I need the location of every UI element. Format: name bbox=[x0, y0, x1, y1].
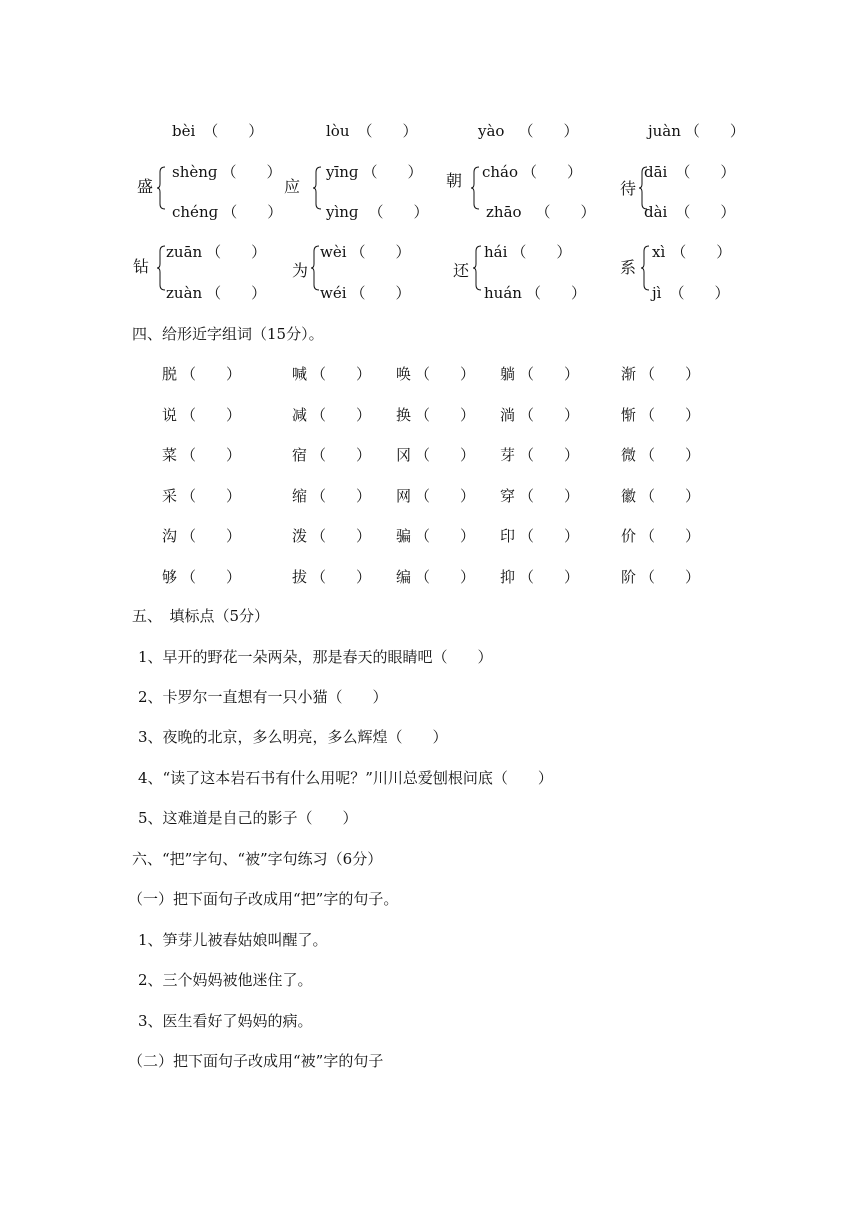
polyphone-top: hái （ ） bbox=[484, 243, 572, 261]
answer-blank[interactable]: （ ） bbox=[181, 570, 242, 586]
polyphone-bottom: jì （ ） bbox=[652, 284, 730, 302]
answer-blank[interactable]: （ ） bbox=[640, 489, 701, 505]
pinyin-label: juàn bbox=[648, 122, 681, 140]
word-cell bbox=[292, 446, 371, 465]
answer-blank[interactable]: （ ） bbox=[415, 448, 476, 464]
polyphone-char: 朝 bbox=[446, 171, 463, 190]
answer-blank[interactable]: （ ） bbox=[519, 408, 580, 424]
word-cell bbox=[396, 568, 475, 587]
answer-blank[interactable]: （ ） bbox=[675, 165, 736, 181]
word-cell bbox=[396, 446, 475, 465]
answer-blank[interactable]: （ ） bbox=[640, 570, 701, 586]
answer-blank[interactable]: （ ） bbox=[415, 489, 476, 505]
answer-blank[interactable]: （ ） bbox=[519, 529, 580, 545]
answer-blank[interactable]: （ ） bbox=[311, 529, 372, 545]
brace-icon bbox=[156, 245, 164, 291]
answer-blank[interactable]: （ ） bbox=[181, 408, 242, 424]
answer-blank[interactable]: （ ） bbox=[368, 205, 429, 221]
section-5-title: 五、 填标点（5分） bbox=[132, 607, 270, 625]
char-label: 冈 bbox=[396, 446, 412, 464]
word-cell bbox=[500, 487, 579, 506]
answer-blank[interactable]: （ ） bbox=[640, 529, 701, 545]
answer-blank[interactable]: （ ） bbox=[415, 570, 476, 586]
word-cell bbox=[500, 406, 579, 425]
char-label: 泼 bbox=[292, 527, 308, 545]
punctuation-item[interactable]: 2、卡罗尔一直想有一只小猫（ ） bbox=[138, 688, 388, 706]
char-label: 渐 bbox=[621, 365, 637, 383]
answer-blank[interactable]: （ ） bbox=[684, 124, 745, 140]
polyphone-bottom: wéi （ ） bbox=[320, 284, 411, 302]
polyphone-bottom: zhāo （ ） bbox=[486, 203, 596, 221]
sentence-item: 2、三个妈妈被他迷住了。 bbox=[138, 971, 313, 989]
answer-blank[interactable]: （ ） bbox=[640, 408, 701, 424]
pinyin-item bbox=[172, 122, 263, 141]
char-label: 淌 bbox=[500, 406, 516, 424]
brace-icon bbox=[470, 166, 478, 210]
sentence-item: 1、笋芽儿被春姑娘叫醒了。 bbox=[138, 931, 328, 949]
polyphone-char: 应 bbox=[284, 177, 301, 196]
word-cell bbox=[162, 568, 241, 587]
word-cell bbox=[621, 406, 700, 425]
word-cell bbox=[396, 487, 475, 506]
char-label: 够 bbox=[162, 568, 178, 586]
answer-blank[interactable]: （ ） bbox=[522, 165, 583, 181]
word-cell bbox=[500, 365, 579, 384]
answer-blank[interactable]: （ ） bbox=[640, 448, 701, 464]
answer-blank[interactable]: （ ） bbox=[350, 286, 411, 302]
word-cell bbox=[621, 487, 700, 506]
char-label: 芽 bbox=[500, 446, 516, 464]
answer-blank[interactable]: （ ） bbox=[511, 245, 572, 261]
polyphone-char: 钻 bbox=[133, 257, 150, 276]
char-label: 穿 bbox=[500, 487, 516, 505]
answer-blank[interactable]: （ ） bbox=[362, 165, 423, 181]
word-cell bbox=[162, 446, 241, 465]
char-label: 骗 bbox=[396, 527, 412, 545]
answer-blank[interactable]: （ ） bbox=[311, 570, 372, 586]
char-label: 惭 bbox=[621, 406, 637, 424]
answer-blank[interactable]: （ ） bbox=[181, 529, 242, 545]
pinyin-label: lòu bbox=[326, 122, 350, 140]
char-label: 菜 bbox=[162, 446, 178, 464]
polyphone-char: 系 bbox=[620, 258, 637, 277]
word-cell bbox=[292, 365, 371, 384]
char-label: 编 bbox=[396, 568, 412, 586]
answer-blank[interactable]: （ ） bbox=[415, 529, 476, 545]
char-label: 躺 bbox=[500, 365, 516, 383]
pinyin-label: bèi bbox=[172, 122, 196, 140]
char-label: 沟 bbox=[162, 527, 178, 545]
pinyin-item bbox=[648, 122, 745, 141]
answer-blank[interactable]: （ ） bbox=[311, 448, 372, 464]
char-label: 徽 bbox=[621, 487, 637, 505]
char-label: 喊 bbox=[292, 365, 308, 383]
answer-blank[interactable]: （ ） bbox=[535, 205, 596, 221]
subsection-1-title: （一）把下面句子改成用“把”字的句子。 bbox=[128, 890, 399, 908]
char-label: 缩 bbox=[292, 487, 308, 505]
answer-blank[interactable]: （ ） bbox=[519, 489, 580, 505]
brace-icon bbox=[156, 166, 164, 210]
answer-blank[interactable]: （ ） bbox=[311, 489, 372, 505]
section-6-title: 六、“把”字句、“被”字句练习（6分） bbox=[132, 850, 383, 868]
answer-blank[interactable]: （ ） bbox=[311, 367, 372, 383]
answer-blank[interactable]: （ ） bbox=[206, 286, 267, 302]
char-label: 采 bbox=[162, 487, 178, 505]
answer-blank[interactable]: （ ） bbox=[675, 205, 736, 221]
char-label: 减 bbox=[292, 406, 308, 424]
answer-blank[interactable]: （ ） bbox=[181, 367, 242, 383]
answer-blank[interactable]: （ ） bbox=[181, 448, 242, 464]
word-cell bbox=[162, 487, 241, 506]
brace-icon bbox=[640, 245, 648, 291]
word-cell bbox=[621, 568, 700, 587]
answer-blank[interactable]: （ ） bbox=[519, 367, 580, 383]
brace-icon bbox=[312, 166, 320, 210]
word-cell bbox=[396, 527, 475, 546]
char-label: 换 bbox=[396, 406, 412, 424]
answer-blank[interactable]: （ ） bbox=[415, 367, 476, 383]
section-4-title: 四、给形近字组词（15分）。 bbox=[132, 325, 324, 343]
subsection-2-title: （二）把下面句子改成用“被”字的句子 bbox=[128, 1052, 384, 1070]
word-cell bbox=[292, 487, 371, 506]
polyphone-bottom: dài （ ） bbox=[644, 203, 736, 221]
polyphone-bottom: huán （ ） bbox=[484, 284, 586, 302]
word-cell bbox=[162, 365, 241, 384]
pinyin-label: yào bbox=[478, 122, 505, 140]
polyphone-top: dāi （ ） bbox=[644, 163, 736, 181]
char-label: 印 bbox=[500, 527, 516, 545]
punctuation-item[interactable]: 4、“读了这本岩石书有什么用呢？”川川总爱刨根问底（ ） bbox=[138, 769, 553, 787]
word-cell bbox=[621, 365, 700, 384]
polyphone-top: shènɡ （ ） bbox=[172, 163, 282, 181]
polyphone-bottom: zuàn （ ） bbox=[166, 284, 267, 302]
polyphone-top: wèi （ ） bbox=[320, 243, 411, 261]
word-cell bbox=[396, 406, 475, 425]
polyphone-top: zuān （ ） bbox=[166, 243, 267, 261]
char-label: 说 bbox=[162, 406, 178, 424]
polyphone-top: yīnɡ （ ） bbox=[326, 163, 423, 181]
word-cell bbox=[500, 527, 579, 546]
polyphone-bottom: chénɡ （ ） bbox=[172, 203, 283, 221]
polyphone-char: 待 bbox=[620, 179, 637, 198]
word-cell bbox=[500, 446, 579, 465]
answer-blank[interactable]: （ ） bbox=[640, 367, 701, 383]
answer-blank[interactable]: （ ） bbox=[519, 448, 580, 464]
char-label: 宿 bbox=[292, 446, 308, 464]
answer-blank[interactable]: （ ） bbox=[415, 408, 476, 424]
word-cell bbox=[292, 406, 371, 425]
answer-blank[interactable]: （ ） bbox=[669, 286, 730, 302]
word-cell bbox=[500, 568, 579, 587]
char-label: 唤 bbox=[396, 365, 412, 383]
word-cell bbox=[621, 446, 700, 465]
char-label: 抑 bbox=[500, 568, 516, 586]
answer-blank[interactable]: （ ） bbox=[311, 408, 372, 424]
answer-blank[interactable]: （ ） bbox=[671, 245, 732, 261]
char-label: 价 bbox=[621, 527, 637, 545]
sentence-item: 3、医生看好了妈妈的病。 bbox=[138, 1012, 313, 1030]
answer-blank[interactable]: （ ） bbox=[357, 124, 418, 140]
polyphone-char: 盛 bbox=[137, 177, 154, 196]
punctuation-item[interactable]: 5、这难道是自己的影子（ ） bbox=[138, 809, 358, 827]
char-label: 网 bbox=[396, 487, 412, 505]
word-cell bbox=[162, 406, 241, 425]
answer-blank[interactable]: （ ） bbox=[222, 205, 283, 221]
answer-blank[interactable]: （ ） bbox=[203, 124, 264, 140]
polyphone-top: cháo （ ） bbox=[482, 163, 583, 181]
word-cell bbox=[396, 365, 475, 384]
answer-blank[interactable]: （ ） bbox=[525, 286, 586, 302]
polyphone-char: 还 bbox=[453, 261, 470, 280]
pinyin-item bbox=[326, 122, 418, 141]
polyphone-top: xì （ ） bbox=[652, 243, 732, 261]
punctuation-item[interactable]: 3、夜晚的北京，多么明亮，多么辉煌（ ） bbox=[138, 728, 448, 746]
word-cell bbox=[621, 527, 700, 546]
char-label: 阶 bbox=[621, 568, 637, 586]
pinyin-item bbox=[478, 122, 578, 141]
char-label: 拔 bbox=[292, 568, 308, 586]
answer-blank[interactable]: （ ） bbox=[518, 124, 579, 140]
answer-blank[interactable]: （ ） bbox=[206, 245, 267, 261]
brace-icon bbox=[310, 245, 318, 291]
word-cell bbox=[162, 527, 241, 546]
word-cell bbox=[292, 568, 371, 587]
answer-blank[interactable]: （ ） bbox=[519, 570, 580, 586]
polyphone-char: 为 bbox=[292, 261, 309, 280]
answer-blank[interactable]: （ ） bbox=[181, 489, 242, 505]
char-label: 脱 bbox=[162, 365, 178, 383]
answer-blank[interactable]: （ ） bbox=[350, 245, 411, 261]
answer-blank[interactable]: （ ） bbox=[221, 165, 282, 181]
punctuation-item[interactable]: 1、早开的野花一朵两朵，那是春天的眼睛吧（ ） bbox=[138, 648, 493, 666]
word-cell bbox=[292, 527, 371, 546]
brace-icon bbox=[472, 245, 480, 291]
char-label: 微 bbox=[621, 446, 637, 464]
polyphone-bottom: yìnɡ （ ） bbox=[326, 203, 429, 221]
